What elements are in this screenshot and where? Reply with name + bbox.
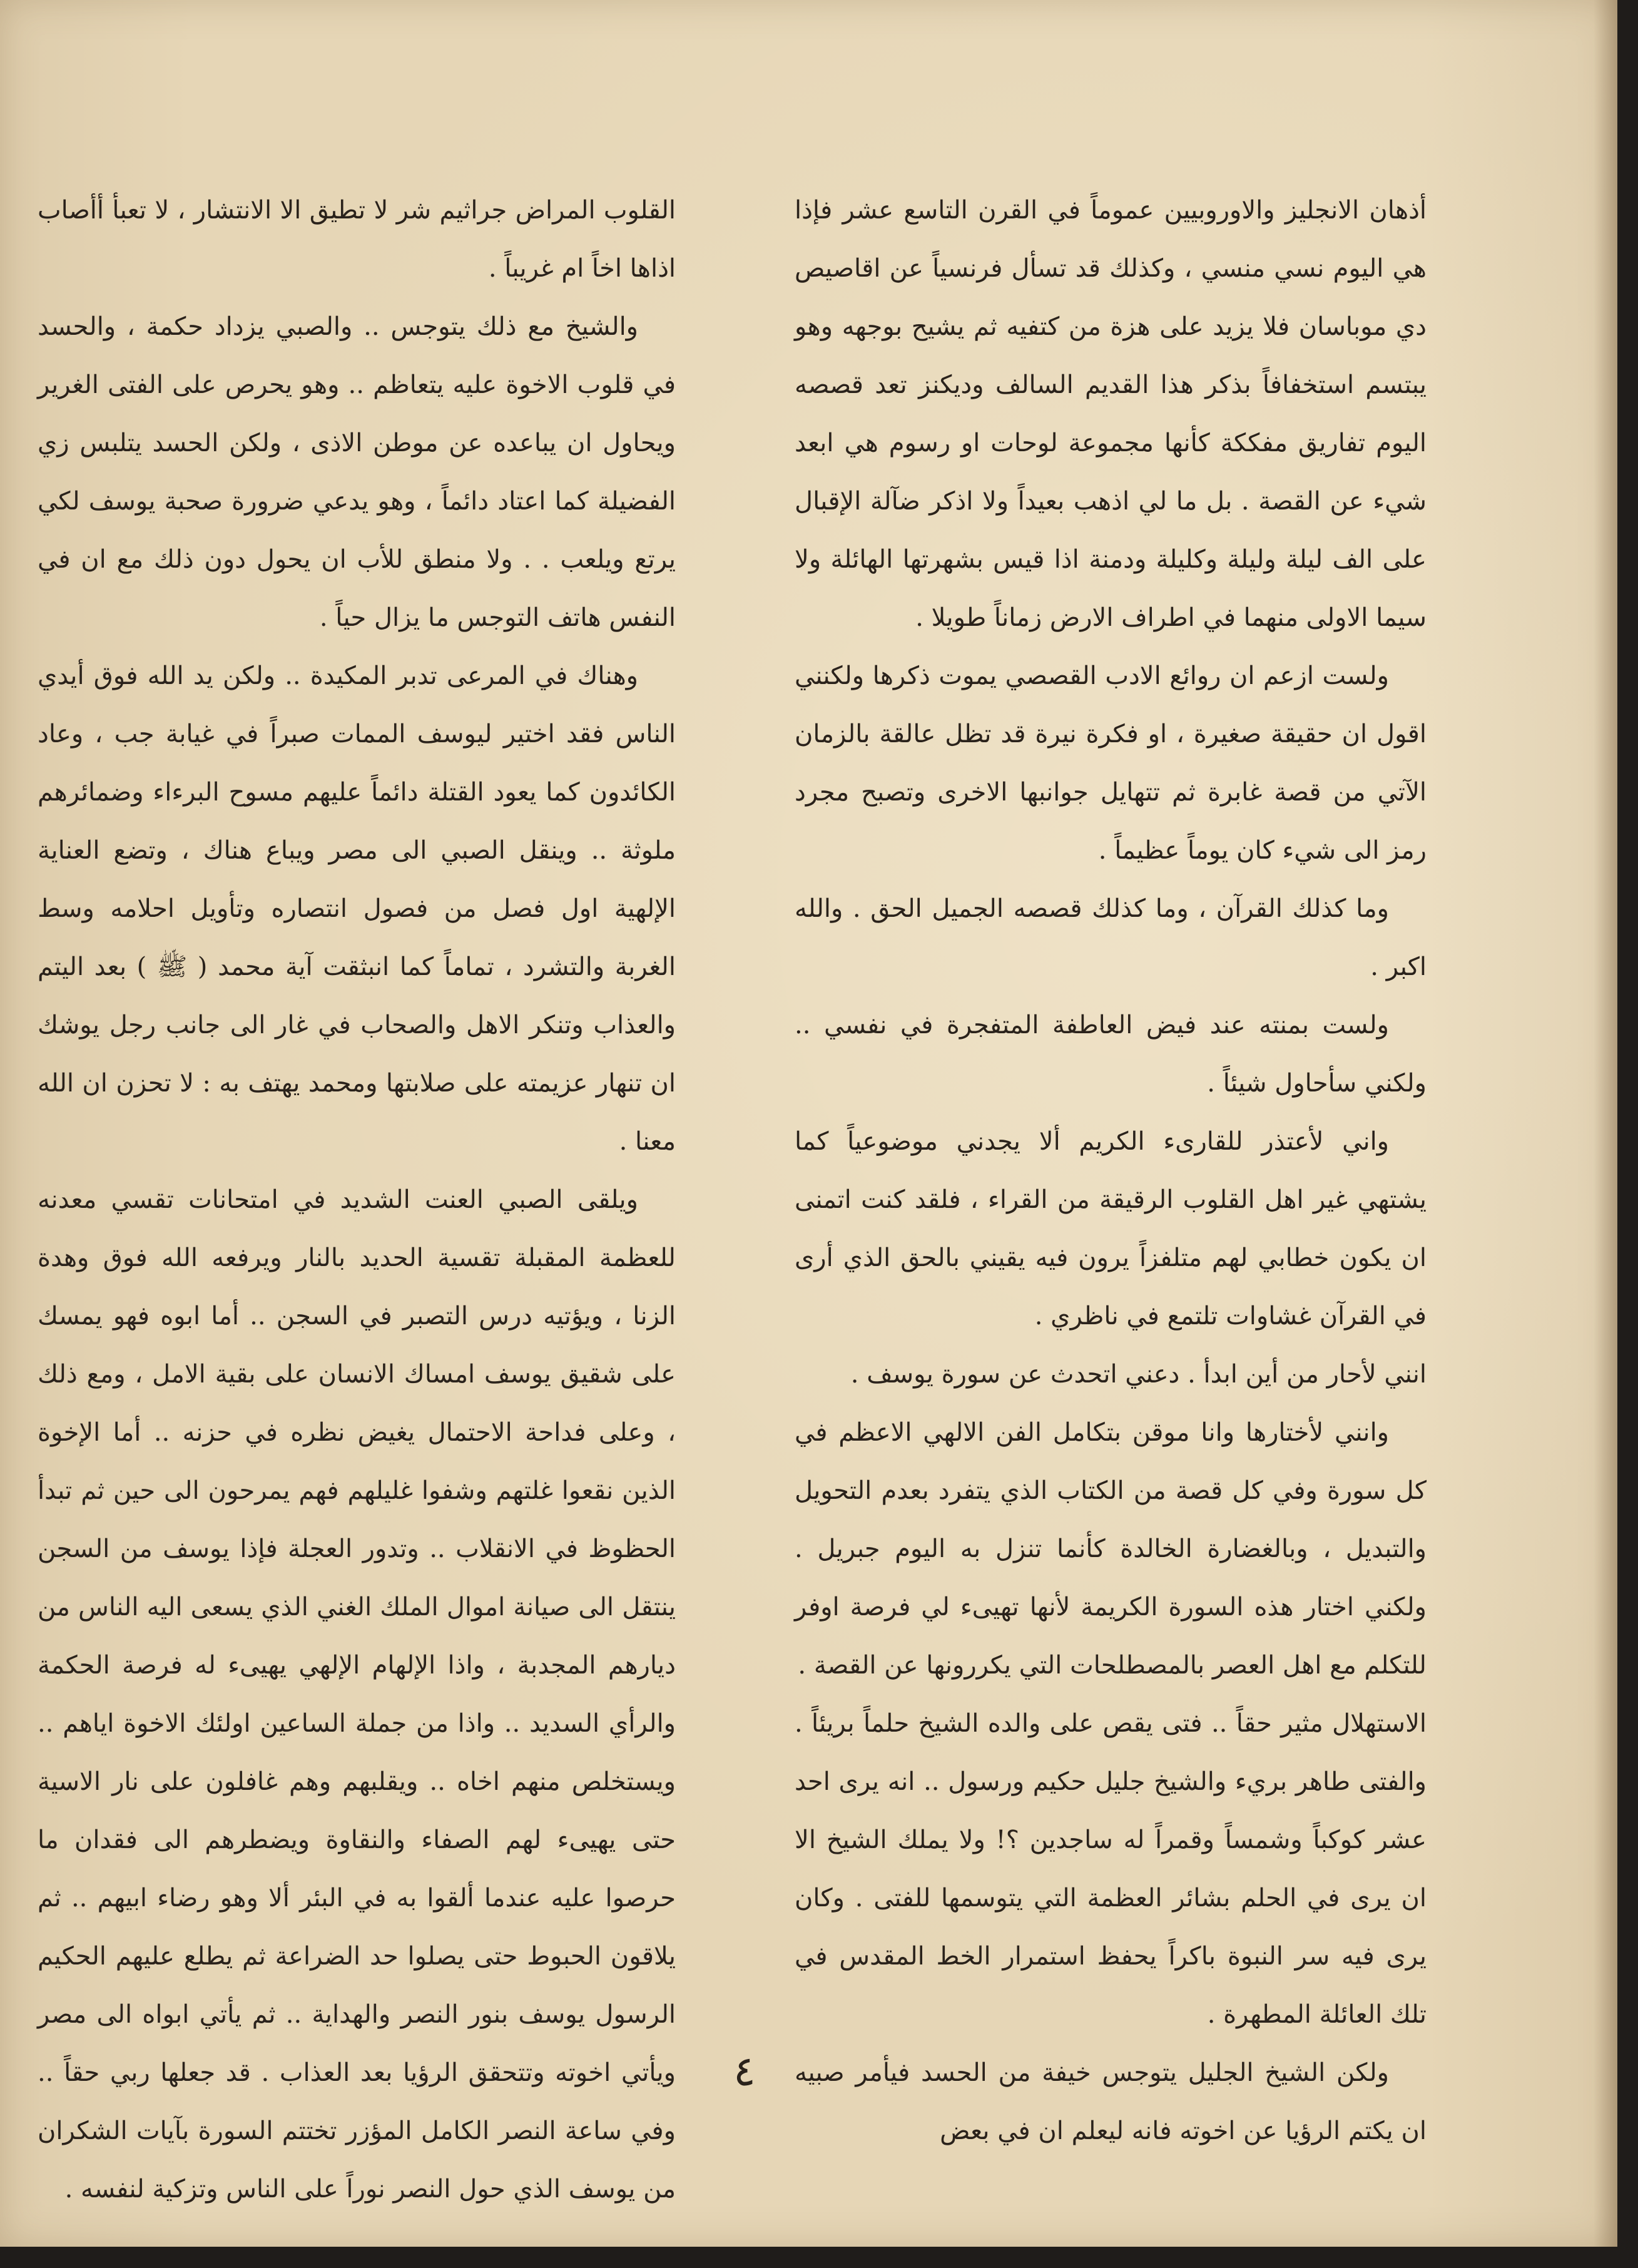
paragraph: والشيخ مع ذلك يتوجس .. والصبي يزداد حكمة ، والحسد في قلوب الاخوة عليه يتعاظم .. وهو يحرص على الفتى الغرير ويحاول ان يباعده عن موطن الاذى ، ولكن الحسد يتلبس زي الفضيلة كما اعتاد دائماً ، وهو يدعي ضرورة صحبة يوسف لكي يرتع ويلعب . . ولا منطق للأب ان يحول دون ذلك مع ان في النفس هاتف التوجس ما يزال حياً . bbox=[38, 312, 676, 632]
right-text-column bbox=[795, 181, 1427, 2160]
page-number: ٤ bbox=[733, 2047, 756, 2095]
paragraph: وهناك في المرعى تدبر المكيدة .. ولكن يد الله فوق أيدي الناس فقد اختير ليوسف الممات صبراً في غيابة جب ، وعاد الكائدون كما يعود القتلة دائماً عليهم مسوح البرءاء وضمائرهم ملوثة .. وينقل الصبي الى مصر ويباع هناك ، وتضع العناية الإلهية اول فصل من فصول انتصاره وتأويل احلامه وسط الغربة والتشرد ، تماماً كما انبثقت آية محمد ( ﷺ ) بعد اليتم والعذاب وتنكر الاهل والصحاب في غار الى جانب رجل يوشك ان تنهار عزيمته على صلابتها ومحمد يهتف به : لا تحزن ان الله معنا . bbox=[38, 662, 676, 1156]
paragraph: وما كذلك القرآن ، وما كذلك قصصه الجميل الحق . والله اكبر . bbox=[795, 894, 1427, 981]
paragraph: أذهان الانجليز والاوروبيين عموماً في القرن التاسع عشر فإذا هي اليوم نسي منسي ، وكذلك قد تسأل فرنسياً عن اقاصيص دي موباسان فلا يزيد على هزة من كتفيه ثم يشيح بوجهه وهو يبتسم استخفافاً بذكر هذا القديم السالف وديكنز تعد قصصه اليوم تفاريق مفككة كأنها مجموعة لوحات او رسوم هي ابعد شيء عن القصة . بل ما لي اذهب بعيداً ولا اذكر ضآلة الإقبال على الف ليلة وليلة وكليلة ودمنة اذا قيس بشهرتها الهائلة ولا سيما الاولى منهما في اطراف الارض زماناً طويلا . bbox=[795, 196, 1427, 632]
paragraph: وانني لأختارها وانا موقن بتكامل الفن الالهي الاعظم في كل سورة وفي كل قصة من الكتاب الذي يتفرد بعدم التحويل والتبديل ، وبالغضارة الخالدة كأنما تنزل به اليوم جبريل . ولكني اختار هذه السورة الكريمة لأنها تهيىء لي فرصة اوفر للتكلم مع اهل العصر بالمصطلحات التي يكررونها عن القصة . bbox=[795, 1418, 1427, 1680]
paragraph: واني لأعتذر للقارىء الكريم ألا يجدني موضوعياً كما يشتهي غير اهل القلوب الرقيقة من القراء ، فلقد كنت اتمنى ان يكون خطابي لهم متلفزاً يرون فيه يقيني بالحق الذي أرى في القرآن غشاوات تلتمع في ناظري . bbox=[795, 1127, 1427, 1331]
page-fold-shadow bbox=[1594, 0, 1617, 2247]
paragraph: ويلقى الصبي العنت الشديد في امتحانات تقسي معدنه للعظمة المقبلة تقسية الحديد بالنار ويرفعه الله فوق وهدة الزنا ، ويؤتيه درس التصبر في السجن .. أما ابوه فهو يمسك على شقيق يوسف امساك الانسان على بقية الامل ، ومع ذلك ، وعلى فداحة الاحتمال يغيض نظره في حزنه .. أما الإخوة الذين نقعوا غلتهم وشفوا غليلهم فهم يمرحون الى حين ثم تبدأ الحظوظ في الانقلاب .. وتدور العجلة فإذا يوسف من السجن ينتقل الى صيانة اموال الملك الغني الذي يسعى اليه الناس من ديارهم المجدبة ، واذا الإلهام الإلهي يهيىء له فرصة الحكمة والرأي السديد .. واذا من جملة الساعين اولئك الاخوة اياهم .. ويستخلص منهم اخاه .. ويقلبهم وهم غافلون على نار الاسية حتى يهيىء لهم الصفاء والنقاوة ويضطرهم الى فقدان ما حرصوا عليه عندما ألقوا به في البئر ألا وهو رضاء ابيهم .. ثم يلاقون الحبوط حتى يصلوا حد الضراعة ثم يطلع عليهم الحكيم الرسول يوسف بنور النصر والهداية .. ثم يأتي ابواه الى مصر ويأتي اخوته وتتحقق الرؤيا بعد العذاب . قد جعلها ربي حقاً .. وفي ساعة النصر الكامل المؤزر تختتم السورة بآيات الشكران من يوسف الذي حول النصر نوراً على الناس وتزكية لنفسه . bbox=[38, 1185, 676, 2204]
paragraph: ولست بمنته عند فيض العاطفة المتفجرة في نفسي .. ولكني سأحاول شيئاً . bbox=[795, 1011, 1427, 1098]
paragraph: انني لأحار من أين ابدأ . دعني اتحدث عن سورة يوسف . bbox=[850, 1360, 1427, 1389]
paragraph: الاستهلال مثير حقاً .. فتى يقص على والده الشيخ حلماً بريئاً . والفتى طاهر بريء والشيخ جليل حكيم ورسول .. انه يرى احد عشر كوكباً وشمساً وقمراً له ساجدين ؟! ولا يملك الشيخ الا ان يرى في الحلم بشائر العظمة التي يتوسمها للفتى . وكان يرى فيه سر النبوة باكراً يحفظ استمرار الخط المقدس في تلك العائلة المطهرة . bbox=[795, 1709, 1427, 2029]
left-text-column bbox=[38, 181, 676, 2219]
paragraph: ولكن الشيخ الجليل يتوجس خيفة من الحسد فيأمر صبيه ان يكتم الرؤيا عن اخوته فانه ليعلم ان في بعض bbox=[795, 2058, 1427, 2145]
paragraph: القلوب المراض جراثيم شر لا تطيق الا الانتشار ، لا تعبأ أأصاب اذاها اخاً ام غريباً . bbox=[38, 196, 676, 283]
paragraph: ولست ازعم ان روائع الادب القصصي يموت ذكرها ولكنني اقول ان حقيقة صغيرة ، او فكرة نيرة قد تظل عالقة بالزمان الآتي من قصة غابرة ثم تتهايل جوانبها الاخرى وتصبح مجرد رمز الى شيء كان يوماً عظيماً . bbox=[795, 662, 1427, 865]
